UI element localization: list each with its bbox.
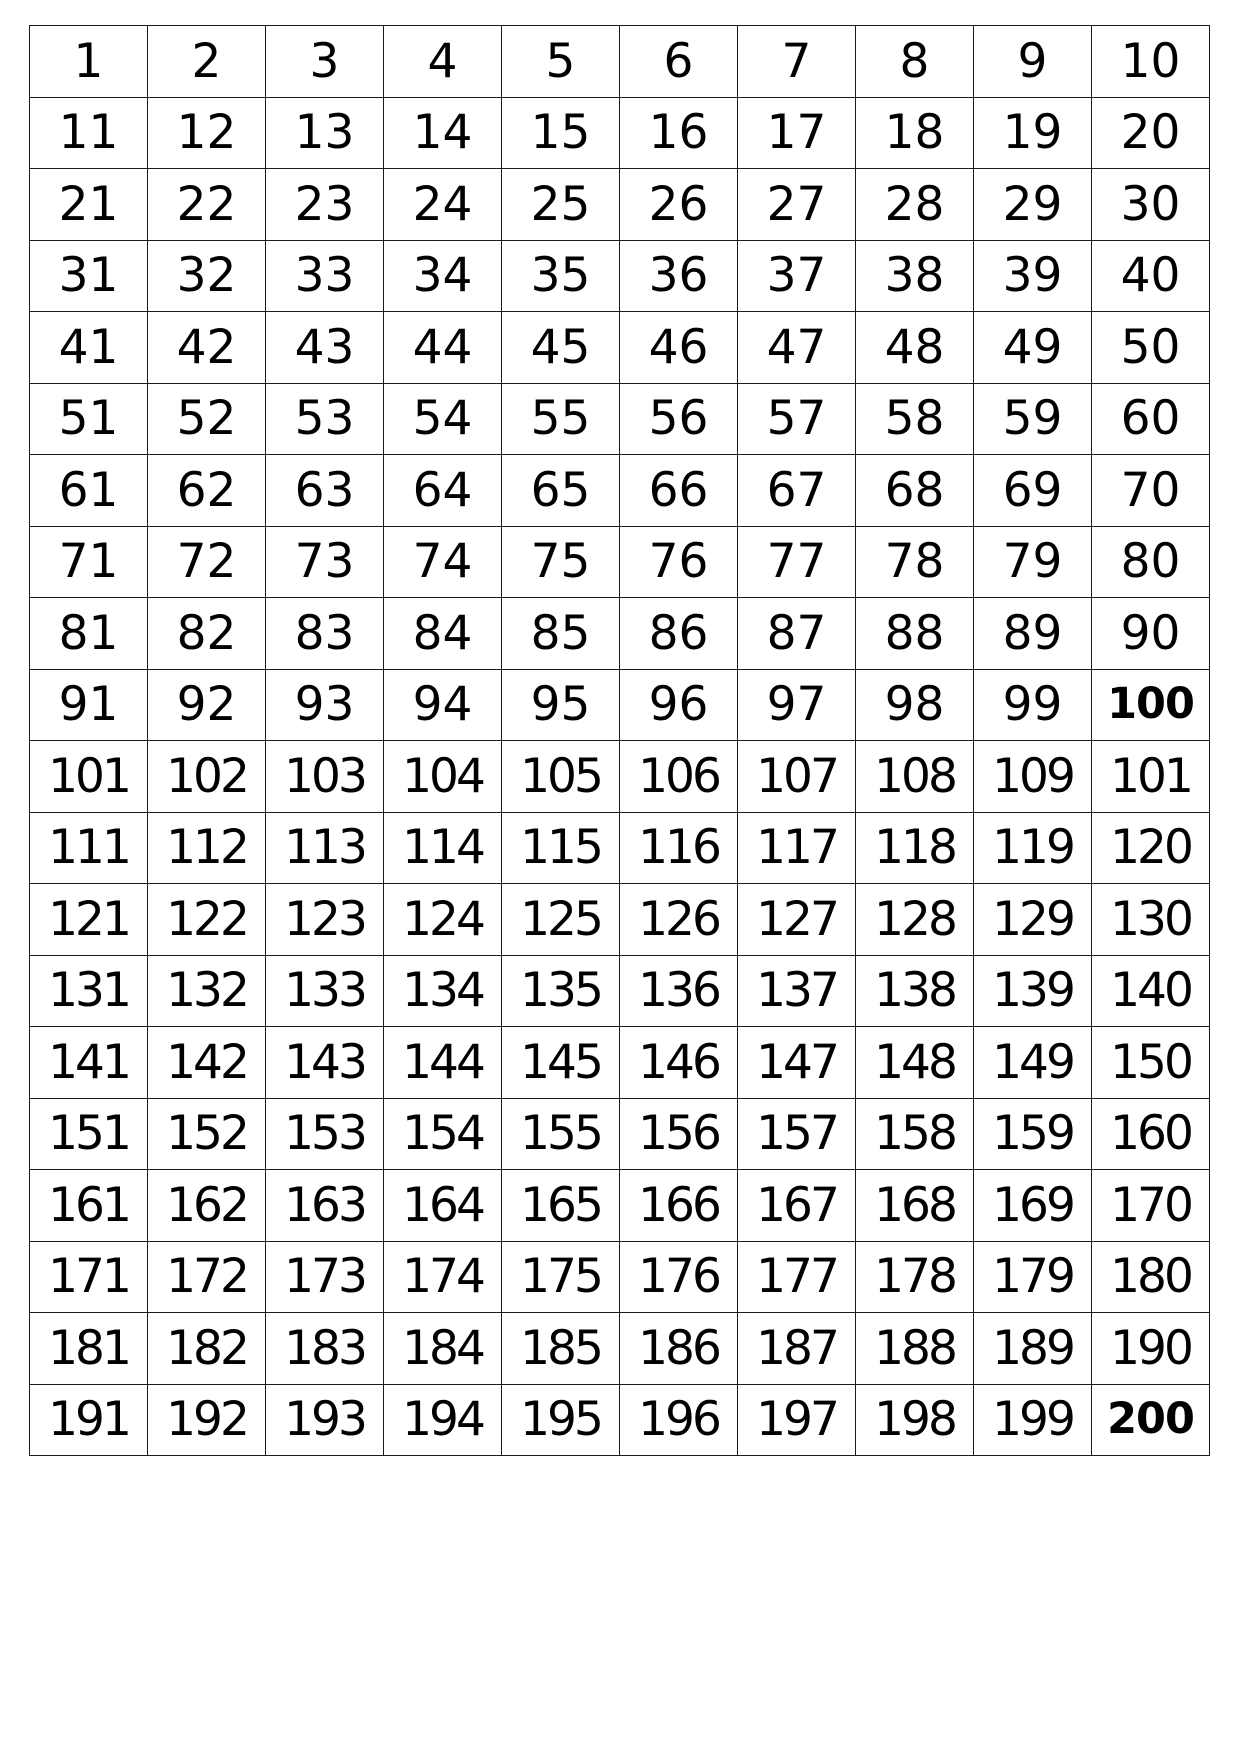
grid-cell: 174 (384, 1241, 502, 1313)
grid-cell: 32 (148, 240, 266, 312)
grid-cell: 113 (266, 812, 384, 884)
grid-row (30, 312, 1210, 384)
grid-cell: 157 (738, 1098, 856, 1170)
grid-cell: 38 (856, 240, 974, 312)
grid-cell: 95 (502, 669, 620, 741)
grid-row (30, 1098, 1210, 1170)
grid-cell: 131 (30, 955, 148, 1027)
grid-cell: 88 (856, 598, 974, 670)
grid-cell: 61 (30, 455, 148, 527)
grid-cell: 55 (502, 383, 620, 455)
grid-row (30, 955, 1210, 1027)
grid-cell: 10 (1092, 26, 1210, 98)
grid-cell: 156 (620, 1098, 738, 1170)
grid-cell: 136 (620, 955, 738, 1027)
grid-cell: 123 (266, 884, 384, 956)
grid-cell: 166 (620, 1170, 738, 1242)
grid-cell: 24 (384, 169, 502, 241)
grid-cell: 145 (502, 1027, 620, 1099)
grid-cell: 188 (856, 1313, 974, 1385)
grid-cell: 181 (30, 1313, 148, 1385)
grid-cell: 80 (1092, 526, 1210, 598)
grid-cell: 191 (30, 1384, 148, 1456)
grid-cell: 133 (266, 955, 384, 1027)
grid-cell: 107 (738, 741, 856, 813)
grid-cell: 56 (620, 383, 738, 455)
grid-cell: 63 (266, 455, 384, 527)
grid-cell: 103 (266, 741, 384, 813)
grid-cell: 14 (384, 97, 502, 169)
grid-cell: 40 (1092, 240, 1210, 312)
grid-cell: 15 (502, 97, 620, 169)
grid-cell: 115 (502, 812, 620, 884)
grid-cell: 200 (1092, 1384, 1210, 1456)
grid-row (30, 1027, 1210, 1099)
grid-row (30, 169, 1210, 241)
grid-cell: 45 (502, 312, 620, 384)
grid-cell: 58 (856, 383, 974, 455)
grid-cell: 142 (148, 1027, 266, 1099)
grid-cell: 68 (856, 455, 974, 527)
grid-row (30, 526, 1210, 598)
grid-row (30, 741, 1210, 813)
grid-cell: 22 (148, 169, 266, 241)
grid-cell: 90 (1092, 598, 1210, 670)
grid-cell: 184 (384, 1313, 502, 1385)
grid-cell: 109 (974, 741, 1092, 813)
grid-cell: 96 (620, 669, 738, 741)
grid-cell: 118 (856, 812, 974, 884)
grid-cell: 47 (738, 312, 856, 384)
grid-cell: 121 (30, 884, 148, 956)
grid-cell: 3 (266, 26, 384, 98)
grid-cell: 6 (620, 26, 738, 98)
grid-cell: 19 (974, 97, 1092, 169)
grid-cell: 168 (856, 1170, 974, 1242)
grid-cell: 117 (738, 812, 856, 884)
grid-cell: 2 (148, 26, 266, 98)
grid-cell: 36 (620, 240, 738, 312)
grid-cell: 171 (30, 1241, 148, 1313)
grid-cell: 59 (974, 383, 1092, 455)
grid-row (30, 26, 1210, 98)
grid-cell: 162 (148, 1170, 266, 1242)
grid-cell: 163 (266, 1170, 384, 1242)
grid-row (30, 383, 1210, 455)
grid-cell: 77 (738, 526, 856, 598)
grid-row (30, 97, 1210, 169)
grid-cell: 91 (30, 669, 148, 741)
grid-cell: 186 (620, 1313, 738, 1385)
grid-cell: 52 (148, 383, 266, 455)
grid-row (30, 1313, 1210, 1385)
grid-cell: 82 (148, 598, 266, 670)
grid-cell: 37 (738, 240, 856, 312)
grid-cell: 138 (856, 955, 974, 1027)
grid-cell: 104 (384, 741, 502, 813)
grid-cell: 197 (738, 1384, 856, 1456)
grid-cell: 26 (620, 169, 738, 241)
grid-cell: 75 (502, 526, 620, 598)
grid-cell: 140 (1092, 955, 1210, 1027)
grid-cell: 143 (266, 1027, 384, 1099)
grid-cell: 94 (384, 669, 502, 741)
grid-cell: 62 (148, 455, 266, 527)
grid-cell: 151 (30, 1098, 148, 1170)
grid-cell: 119 (974, 812, 1092, 884)
grid-cell: 193 (266, 1384, 384, 1456)
grid-cell: 182 (148, 1313, 266, 1385)
grid-cell: 170 (1092, 1170, 1210, 1242)
grid-cell: 48 (856, 312, 974, 384)
grid-cell: 8 (856, 26, 974, 98)
grid-cell: 84 (384, 598, 502, 670)
grid-cell: 23 (266, 169, 384, 241)
grid-row (30, 1241, 1210, 1313)
grid-cell: 42 (148, 312, 266, 384)
grid-cell: 129 (974, 884, 1092, 956)
grid-cell: 4 (384, 26, 502, 98)
grid-cell: 173 (266, 1241, 384, 1313)
grid-cell: 150 (1092, 1027, 1210, 1099)
grid-cell: 66 (620, 455, 738, 527)
grid-cell: 135 (502, 955, 620, 1027)
grid-cell: 198 (856, 1384, 974, 1456)
grid-cell: 83 (266, 598, 384, 670)
grid-cell: 35 (502, 240, 620, 312)
grid-cell: 154 (384, 1098, 502, 1170)
grid-cell: 195 (502, 1384, 620, 1456)
grid-cell: 175 (502, 1241, 620, 1313)
grid-cell: 17 (738, 97, 856, 169)
grid-cell: 71 (30, 526, 148, 598)
grid-cell: 100 (1092, 669, 1210, 741)
number-grid (29, 25, 1210, 1456)
grid-cell: 89 (974, 598, 1092, 670)
grid-cell: 29 (974, 169, 1092, 241)
grid-cell: 149 (974, 1027, 1092, 1099)
grid-cell: 49 (974, 312, 1092, 384)
grid-cell: 189 (974, 1313, 1092, 1385)
grid-cell: 46 (620, 312, 738, 384)
grid-cell: 130 (1092, 884, 1210, 956)
grid-cell: 25 (502, 169, 620, 241)
grid-cell: 101 (30, 741, 148, 813)
grid-cell: 108 (856, 741, 974, 813)
grid-cell: 179 (974, 1241, 1092, 1313)
grid-cell: 134 (384, 955, 502, 1027)
grid-cell: 144 (384, 1027, 502, 1099)
grid-cell: 74 (384, 526, 502, 598)
grid-cell: 64 (384, 455, 502, 527)
grid-cell: 43 (266, 312, 384, 384)
grid-row (30, 812, 1210, 884)
grid-cell: 187 (738, 1313, 856, 1385)
grid-cell: 31 (30, 240, 148, 312)
grid-cell: 20 (1092, 97, 1210, 169)
grid-cell: 18 (856, 97, 974, 169)
grid-cell: 141 (30, 1027, 148, 1099)
grid-cell: 21 (30, 169, 148, 241)
grid-cell: 98 (856, 669, 974, 741)
grid-cell: 99 (974, 669, 1092, 741)
grid-cell: 139 (974, 955, 1092, 1027)
grid-cell: 57 (738, 383, 856, 455)
grid-cell: 158 (856, 1098, 974, 1170)
grid-cell: 28 (856, 169, 974, 241)
grid-cell: 106 (620, 741, 738, 813)
grid-cell: 69 (974, 455, 1092, 527)
grid-cell: 112 (148, 812, 266, 884)
grid-cell: 1 (30, 26, 148, 98)
grid-cell: 16 (620, 97, 738, 169)
grid-cell: 116 (620, 812, 738, 884)
grid-cell: 54 (384, 383, 502, 455)
grid-cell: 152 (148, 1098, 266, 1170)
grid-cell: 148 (856, 1027, 974, 1099)
grid-cell: 164 (384, 1170, 502, 1242)
number-grid-body (30, 26, 1210, 1456)
grid-cell: 73 (266, 526, 384, 598)
grid-cell: 12 (148, 97, 266, 169)
grid-cell: 137 (738, 955, 856, 1027)
grid-cell: 178 (856, 1241, 974, 1313)
grid-cell: 126 (620, 884, 738, 956)
grid-cell: 86 (620, 598, 738, 670)
grid-cell: 153 (266, 1098, 384, 1170)
grid-row (30, 455, 1210, 527)
grid-cell: 70 (1092, 455, 1210, 527)
grid-cell: 132 (148, 955, 266, 1027)
grid-cell: 9 (974, 26, 1092, 98)
grid-cell: 101 (1092, 741, 1210, 813)
grid-cell: 79 (974, 526, 1092, 598)
grid-cell: 180 (1092, 1241, 1210, 1313)
grid-cell: 5 (502, 26, 620, 98)
grid-cell: 41 (30, 312, 148, 384)
grid-cell: 53 (266, 383, 384, 455)
grid-cell: 81 (30, 598, 148, 670)
grid-cell: 87 (738, 598, 856, 670)
grid-cell: 60 (1092, 383, 1210, 455)
grid-cell: 67 (738, 455, 856, 527)
grid-cell: 177 (738, 1241, 856, 1313)
grid-cell: 147 (738, 1027, 856, 1099)
grid-cell: 50 (1092, 312, 1210, 384)
grid-cell: 127 (738, 884, 856, 956)
grid-row (30, 669, 1210, 741)
grid-cell: 176 (620, 1241, 738, 1313)
grid-cell: 78 (856, 526, 974, 598)
grid-cell: 13 (266, 97, 384, 169)
grid-row (30, 1170, 1210, 1242)
grid-cell: 161 (30, 1170, 148, 1242)
grid-cell: 72 (148, 526, 266, 598)
grid-row (30, 240, 1210, 312)
grid-cell: 76 (620, 526, 738, 598)
grid-cell: 33 (266, 240, 384, 312)
grid-cell: 111 (30, 812, 148, 884)
grid-cell: 11 (30, 97, 148, 169)
grid-cell: 105 (502, 741, 620, 813)
grid-cell: 39 (974, 240, 1092, 312)
grid-cell: 120 (1092, 812, 1210, 884)
grid-cell: 51 (30, 383, 148, 455)
grid-cell: 159 (974, 1098, 1092, 1170)
grid-cell: 93 (266, 669, 384, 741)
grid-cell: 196 (620, 1384, 738, 1456)
grid-cell: 7 (738, 26, 856, 98)
grid-cell: 92 (148, 669, 266, 741)
grid-cell: 34 (384, 240, 502, 312)
grid-cell: 165 (502, 1170, 620, 1242)
grid-cell: 160 (1092, 1098, 1210, 1170)
grid-row (30, 1384, 1210, 1456)
grid-cell: 85 (502, 598, 620, 670)
grid-cell: 102 (148, 741, 266, 813)
grid-cell: 114 (384, 812, 502, 884)
grid-cell: 44 (384, 312, 502, 384)
grid-cell: 124 (384, 884, 502, 956)
grid-cell: 194 (384, 1384, 502, 1456)
grid-cell: 185 (502, 1313, 620, 1385)
grid-cell: 125 (502, 884, 620, 956)
grid-row (30, 598, 1210, 670)
grid-cell: 190 (1092, 1313, 1210, 1385)
grid-cell: 27 (738, 169, 856, 241)
grid-cell: 192 (148, 1384, 266, 1456)
grid-row (30, 884, 1210, 956)
grid-cell: 183 (266, 1313, 384, 1385)
grid-cell: 128 (856, 884, 974, 956)
grid-cell: 155 (502, 1098, 620, 1170)
grid-cell: 122 (148, 884, 266, 956)
grid-cell: 30 (1092, 169, 1210, 241)
grid-cell: 199 (974, 1384, 1092, 1456)
grid-cell: 167 (738, 1170, 856, 1242)
grid-cell: 97 (738, 669, 856, 741)
grid-cell: 65 (502, 455, 620, 527)
grid-cell: 169 (974, 1170, 1092, 1242)
grid-cell: 172 (148, 1241, 266, 1313)
grid-cell: 146 (620, 1027, 738, 1099)
